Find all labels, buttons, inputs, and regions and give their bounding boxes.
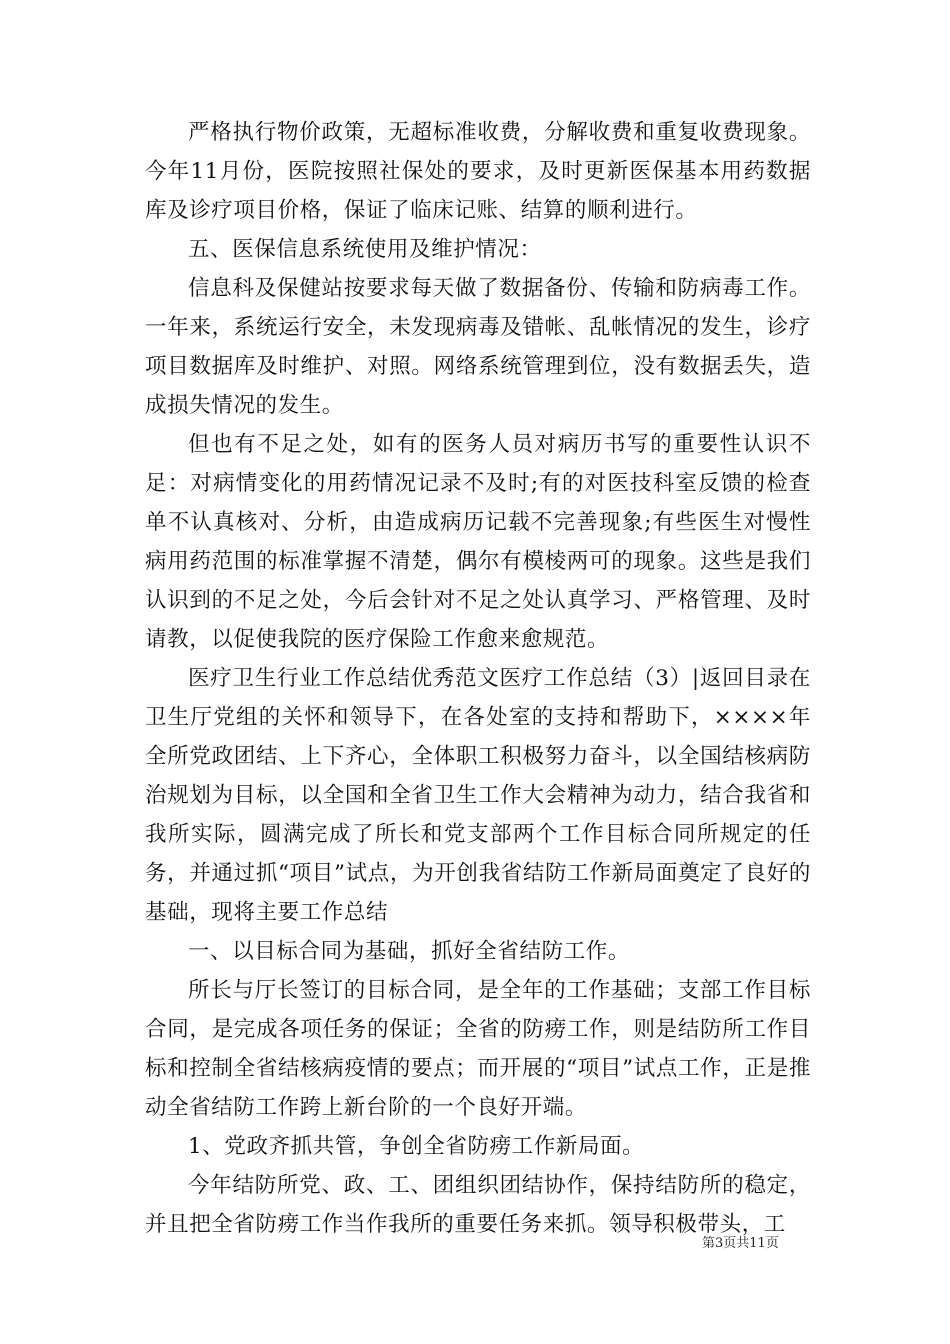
paragraph-party-cooperation: 今年结防所党、政、工、团组织团结协作，保持结防所的稳定，并且把全省防痨工作当作我所的重要任务来抓。领导积极带头，工 [145,1173,811,1237]
paragraph-summary-intro: 医疗卫生行业工作总结优秀范文医疗工作总结（3）|返回目录在卫生厅党组的关怀和领导下，在各处室的支持和帮助下，××××年全所党政团结、上下齐心，全体职工积极努力奋斗，以全国结核病防治规划为目标，以全国和全省卫生工作大会精神为动力，结合我省和我所实际，圆满完成了所长和党支部两个工作目标合同所规定的任务，并通过抓“项目”试点，为开创我省结防工作新局面奠定了良好的基础，现将主要工作总结 [145,666,811,925]
page-number-footer: 第3页共11页 [702,1236,779,1251]
section-heading-five: 五、医保信息系统使用及维护情况： [188,237,542,262]
paragraph-shortcomings: 但也有不足之处，如有的医务人员对病历书写的重要性认识不足：对病情变化的用药情况记录不及时;有的对医技科室反馈的检查单不认真核对、分析，由造成病历记载不完善现象;有些医生对慢性病用药范围的标准掌握不清楚，偶尔有模棱两可的现象。这些是我们认识到的不足之处，今后会针对不足之处认真学习、严格管理、及时请教，以促使我院的医疗保险工作愈来愈规范。 [145,432,811,652]
paragraph-price-policy: 严格执行物价政策，无超标准收费，分解收费和重复收费现象。今年11月份，医院按照社保处的要求，及时更新医保基本用药数据库及诊疗项目价格，保证了临床记账、结算的顺利进行。 [145,120,811,223]
paragraph-target-contract: 所长与厅长签订的目标合同，是全年的工作基础；支部工作目标合同，是完成各项任务的保证；全省的防痨工作，则是结防所工作目标和控制全省结核病疫情的要点；而开展的“项目”试点工作，正是推动全省结防工作跨上新台阶的一个良好开端。 [145,978,811,1120]
paragraph-info-system: 信息科及保健站按要求每天做了数据备份、传输和防病毒工作。一年来，系统运行安全，未发现病毒及错帐、乱帐情况的发生，诊疗项目数据库及时维护、对照。网络系统管理到位，没有数据丢失，造成损失情况的发生。 [145,276,811,418]
document-body [145,113,811,1244]
section-heading-one: 一、以目标合同为基础，抓好全省结防工作。 [188,939,631,964]
subsection-heading-one: 1、党政齐抓共管，争创全省防痨工作新局面。 [188,1134,645,1159]
